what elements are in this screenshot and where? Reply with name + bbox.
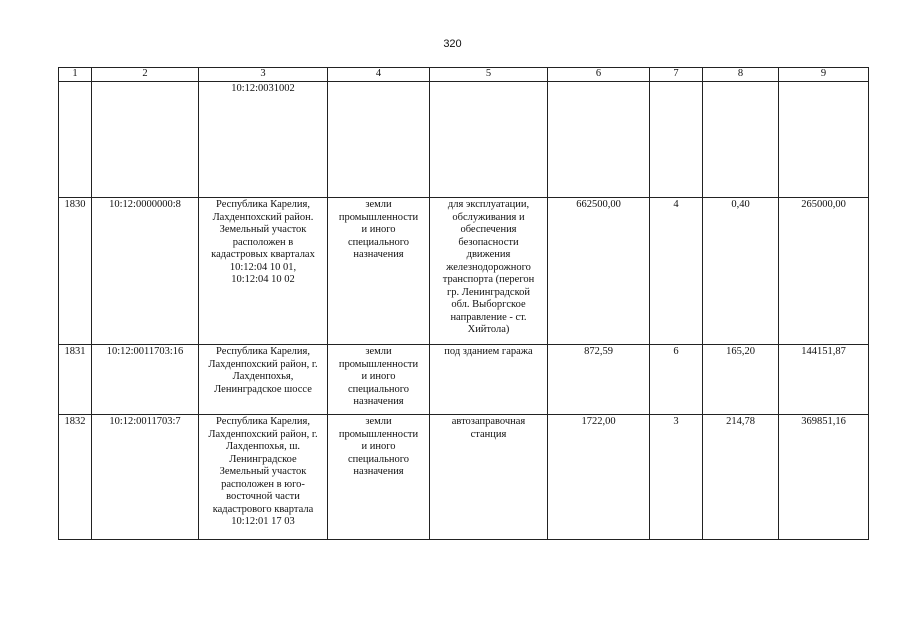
column-7-value: 6 (650, 345, 703, 415)
column-8-value: 0,40 (703, 198, 779, 345)
table-row (59, 415, 869, 540)
cont-cell-6 (548, 82, 650, 198)
column-header-7: 7 (650, 68, 703, 82)
column-header-5: 5 (430, 68, 548, 82)
area-value: 1722,00 (548, 415, 650, 540)
location: Республика Карелия, Лахденпохский район, г. Лахденпохья, Ленинградское шоссе (199, 345, 328, 415)
cont-cell-9 (779, 82, 869, 198)
column-9-value: 144151,87 (779, 345, 869, 415)
column-7-value: 4 (650, 198, 703, 345)
cont-cell-1 (59, 82, 92, 198)
cont-cell-8 (703, 82, 779, 198)
land-category: земли промышленности и иного специального назначения (328, 198, 430, 345)
location: Республика Карелия, Лахденпохский район, г. Лахденпохья, ш. Ленинградское Земельный участок расположен в юго- восточной части кадастрового квартала 10:12:01 17 03 (199, 415, 328, 540)
table-row (59, 345, 869, 415)
column-header-9: 9 (779, 68, 869, 82)
cont-cell-7 (650, 82, 703, 198)
column-header-3: 3 (199, 68, 328, 82)
table-row (59, 198, 869, 345)
land-category: земли промышленности и иного специального назначения (328, 415, 430, 540)
permitted-use: автозаправочная станция (430, 415, 548, 540)
cont-cadastral-number (199, 82, 328, 198)
continuation-row (59, 82, 869, 198)
column-9-value: 369851,16 (779, 415, 869, 540)
land-category: земли промышленности и иного специального назначения (328, 345, 430, 415)
location: Республика Карелия, Лахденпохский район. Земельный участок расположен в кадастровых кварталах 10:12:04 10 01, 10:12:04 10 02 (199, 198, 328, 345)
cont-cell-4 (328, 82, 430, 198)
column-header-2: 2 (92, 68, 199, 82)
cont-cell-5 (430, 82, 548, 198)
column-9-value: 265000,00 (779, 198, 869, 345)
permitted-use: для эксплуатации, обслуживания и обеспечения безопасности движения железнодорожного транспорта (перегон гр. Ленинградской обл. Выборгское направление - ст. Хийтола) (430, 198, 548, 345)
cadastral-number: 10:12:0011703:16 (92, 345, 199, 415)
row-number: 1832 (59, 415, 92, 540)
column-8-value: 214,78 (703, 415, 779, 540)
land-register-table (58, 67, 869, 540)
cont-cell-2 (92, 82, 199, 198)
column-7-value: 3 (650, 415, 703, 540)
row-number: 1830 (59, 198, 92, 345)
column-header-8: 8 (703, 68, 779, 82)
area-value: 872,59 (548, 345, 650, 415)
column-header-1: 1 (59, 68, 92, 82)
column-8-value: 165,20 (703, 345, 779, 415)
column-header-4: 4 (328, 68, 430, 82)
page-number: 320 (443, 38, 462, 50)
column-header-6: 6 (548, 68, 650, 82)
column-number-row (59, 68, 869, 82)
cadastral-number: 10:12:0011703:7 (92, 415, 199, 540)
area-value: 662500,00 (548, 198, 650, 345)
permitted-use: под зданием гаража (430, 345, 548, 415)
row-number: 1831 (59, 345, 92, 415)
cont-cadastral-number-text: 10:12:0031002 (231, 83, 295, 94)
cadastral-number: 10:12:0000000:8 (92, 198, 199, 345)
